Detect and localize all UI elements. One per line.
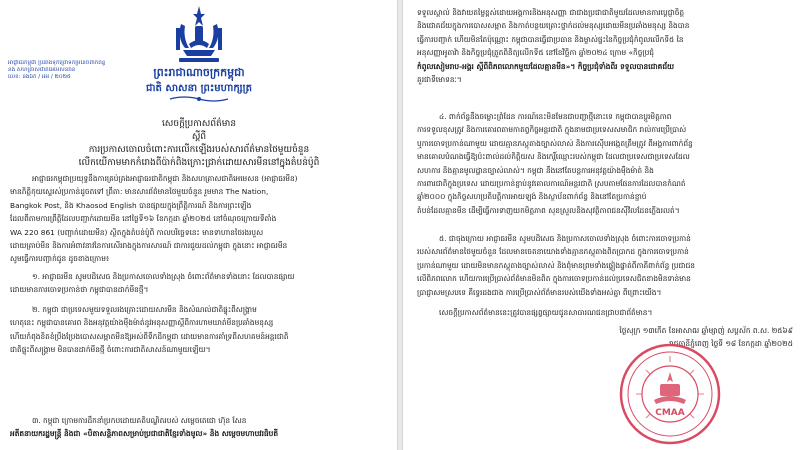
paragraph-line: សហការ និងគ្មានមូលដ្ឋានច្បាស់លាស់។ កម្ពុជា នឹងនៅតែបន្តការអនុវត្តយ៉ាងម៉ឺងម៉ាត់ និង bbox=[417, 165, 654, 175]
paragraph-line: មានភិត្តិកុយស្ទេរស់ប្រកាន់ដូចតទៅ ព្រឹតា: មានសារព័ត៌មានថៃមួយចំនួន រួមមាន The Nation, bbox=[10, 187, 269, 197]
lunar-date: ថ្ងៃសុក្រ ១៣កើត ខែអាសាឍ ឆ្នាំម្សាញ់ សប្តស័ក ព.ស. ២៥៦៩ bbox=[619, 326, 793, 335]
title-subject-line: លើកយើកាមមាកកំរោងពីប៉ាក់ពិងក្រោះជ្រាក់ដោយសារមីននៅក្នុងតំបន់ប៉ូពិ bbox=[78, 158, 320, 168]
paragraph-line: ១. អាជ្ញាធរមីន សូមបដិសេធ និងប្រកាសចោលទាំងស្រុង ចំពោះព័ត៌មានទាំងនោះ ដែលបានផ្សាយ bbox=[32, 272, 295, 281]
ornament-divider bbox=[168, 95, 230, 103]
paragraph-line: កំពូលសៀមរាប-អង្គរ ស្តីពីពិភពលោកមួយដែលគ្មានមីន»។ កិច្ចប្រជុំទាំងពីរ ទទួលបានជោគជ័យ bbox=[417, 61, 675, 71]
document-page-left bbox=[0, 0, 398, 450]
paragraph-line: ប្រកាន់ណាមួយ ដោយមិនមានភស្តុតាងច្បាស់លាស់ និងពុំមានព្រមទាំងផ្ទៀងផ្ទាត់ពីភាគីពាក់ព័ន្ធ ប្រជាជន bbox=[417, 260, 695, 270]
paragraph-closing bbox=[417, 306, 793, 319]
title-subject-line: ការប្រកាសចោលចំពោះការលើកឡើងរបស់សារព័ត៌មានថៃមួយចំនួន bbox=[88, 145, 310, 155]
paragraph-line: ដោយមានការចោទប្រកាន់ថា កម្ពុជាបានដាក់មីនថ្មី។ bbox=[10, 285, 149, 295]
paragraph-line: មានគោលបំណងធ្វើឱ្យប៉ះពាល់ដល់កិត្តិយស និងកេរ្តិ៍ឈ្មោះរបស់កម្ពុជា ដែលជាប្រទេសជាប្រទេសដែល bbox=[417, 152, 690, 162]
sender-block bbox=[8, 60, 128, 81]
title-subject-label: ស្តីពី bbox=[191, 132, 207, 142]
paragraph-point-3 bbox=[10, 414, 390, 441]
paragraph-point-3-continued bbox=[417, 6, 793, 86]
paragraph-line: ២. កម្ពុជា ជាប្រទេសមួយទទួលរងគ្រោះដោយសារមីន និងសំណល់ជាតិផ្ទុះពីសង្គ្រាម bbox=[32, 305, 257, 314]
paragraph-point-1 bbox=[10, 270, 390, 297]
paragraph-line: ដោយគ្រាប់មីន និងការអំពាវនាវនៃការសើររាងក្នុងការសារណ៍ ជាការជួយដល់កម្ពុជា ក្នុងនោះ អាជ្ញាធរមីន bbox=[10, 240, 288, 250]
paragraph-line: តំបន់ដែលគ្មានមីន ដើម្បីធ្វើការទាញយកមិត្តភាព សុខស្រួលនិងសុវត្ថិភាពជនស៊ីវិលដែនភ្លើងរលត់។ bbox=[417, 205, 680, 215]
paragraph-line: ៥. ជាចុងក្រោយ អាជ្ញាធរមីន សូមបដិសេធ និងប្រកាសចោលទាំងស្រុង ចំពោះការចោទប្រកាន់ bbox=[439, 234, 691, 243]
paragraph-line: ធ្វើការបញ្ជាក់ ហើយមិនតែប៉ុណ្ណោះ កម្ពុជាបានធ្វើជាប្រធាន និងម្ចាស់ផ្ទះនៃកិច្ចប្រជុំកំពូលលើកទី៥ នៃ bbox=[417, 34, 684, 44]
royal-emblem-icon bbox=[171, 4, 227, 64]
paragraph-line: សូមធ្វើការបញ្ជាក់ជូន ដូចខាងក្រោម៖ bbox=[10, 254, 110, 264]
sender-line: និង សហគ្រាសជាតិអេមេសនរាន bbox=[8, 67, 76, 73]
official-seal-icon bbox=[618, 342, 722, 446]
paragraph-line: ការពារជាតិក្នុងប្រទេស ដោយប្រកាន់ខ្ជាប់នូវគោលការណ៍អន្តរជាតិ ស្របតាមផែនការដែលបានកំណត់ bbox=[417, 178, 686, 188]
seal-label: CMAA bbox=[655, 408, 685, 418]
paragraph-line: ៤. ពាក់ព័ន្ធនឹងចម្លោះព្រំដែន ការណ៍នេះមិនមែនជាបញ្ហាថ្មីនោះទេ កម្ពុជាបានប្តូរមិត្តភាព bbox=[439, 112, 672, 121]
paragraph-line: សេចក្តីប្រកាសព័ត៌មាននេះត្រូវបានផ្សព្វផ្សាយជូនសាធារណជនជ្រាបជាព័ត៌មាន។ bbox=[439, 308, 653, 317]
paragraph-line: ដែលពីតាមការព្រឹត្តិដែលបញ្ជាក់ដោយមីន នៅថ្ងៃទី១៦ ខែកក្កដា ឆ្នាំ២០២៥ នៅចំណុចក្រោយទីតាំង bbox=[10, 214, 277, 224]
paragraph-line: អាជ្ញាធរកម្ពុជាប្រយុទ្ធនឹងការគ្រប់គ្រងអាជ្ញាធរជាតិកម្ពុជា និងសហគ្រាសជាតិអេមេសន (អាជ្ញាធរមីន) bbox=[32, 174, 298, 183]
paragraph-intro bbox=[10, 172, 390, 266]
paragraph-line: ជាតិផ្ទុះពីសង្គ្រាម មិនបានដាក់មីនថ្មី ចំពោះការជាតិសាសន៍ណាមួយឡើយ។ bbox=[10, 345, 211, 355]
paragraph-line: ហេតុនេះ កម្ពុជាបានគោរព និងអនុវត្តយ៉ាងម៉ឺងម៉ាត់នូវអនុសញ្ញាស្តីពីការហាមឃាត់មីនប្រឆាំងមនុស្ស bbox=[10, 318, 274, 328]
paragraph-line: ឬការចោទប្រកាន់ណាមួយ ដោយគ្មានភស្តុតាងច្បាស់លាស់ និងការស៊ើបអង្កេតត្រឹមត្រូវ ពីអង្គការពាក់ព័ន្ធ bbox=[417, 138, 693, 148]
paragraph-line: ទទួលស្គាល់ និងវាយតម្លៃខ្ពស់ដោយអង្គការនិងអនុសញ្ញា ជាជាងប្រជាជាតិមួយដែលមានការប្តេជ្ញាចិត្ត bbox=[417, 8, 685, 17]
place-and-date: រាជធានីភ្នំពេញ ថ្ងៃទី ១៨ ខែកក្កដា ឆ្នាំ២០២៥ bbox=[669, 339, 793, 349]
document-page-right bbox=[402, 0, 800, 450]
paragraph-point-4 bbox=[417, 110, 793, 217]
kingdom-heading: ព្រះរាជាណាចក្រកម្ពុជា bbox=[153, 66, 245, 79]
paragraph-line: ប្រាជ្ញាសមស្របទេ គឺទ្វេរដងជាង ការប្រើប្រាស់ព័ត៌មានរបស់យើងទាំងអស់គ្នា ពីព្រោះយើង។ bbox=[417, 287, 662, 297]
national-motto: ជាតិ សាសនា ព្រះមហាក្សត្រ bbox=[146, 83, 252, 94]
paragraph-line: អតីតនាយករដ្ឋមន្ត្រី និងជា «បិតាសន្តិភាពសម្រាប់ប្រជាជាតិខ្មែរទាំងមូល» និង សម្តេចមហាបវរធិបតី bbox=[10, 429, 279, 439]
paragraph-line: អនុសញ្ញាអូតាវ៉ា និងកិច្ចប្រជុំត្រួតពិនិត្យលើកទី៥ នៅខែវិច្ឆិកា ឆ្នាំ២០២៤ ក្រោម «កិច្ចប្រជុំ bbox=[417, 48, 654, 58]
sender-line: អាជ្ញាធរកម្ពុជា ប្រឆាំងទុកព្រោទកម្រំនៃចំពាក់ព័ន្ធ bbox=[8, 60, 106, 66]
paragraph-line: និងជោគជ័យក្នុងការបោសសម្អាត និងកាត់បន្ថយគ្រោះថ្នាក់ដល់មនុស្សដោយមីនប្រឆាំងមនុស្ស និងបាន bbox=[417, 21, 690, 31]
paragraph-point-2 bbox=[10, 303, 390, 357]
paragraph-line: Bangkok Post, និង Khaosod English បានផ្សាយក្នុងព្រឹត្តិការណ៍ និងការព្រះឡើង bbox=[10, 200, 252, 210]
paragraph-line: WA 220 861 (បញ្ជាក់ដោយមីន) ស្ថិតក្នុងតំបន់ប៉ូពិ កាលបរិច្ឆេទនេះ មានទាហានថៃរងរបួស bbox=[10, 227, 264, 237]
paragraph-point-5 bbox=[417, 232, 793, 299]
paragraph-line: ៣. កម្ពុជា ក្រោមការដឹកនាំប្រកបដោយគតិបណ្ឌិតរបស់ សម្តេចតេជោ ហ៊ុន សែន bbox=[32, 416, 247, 425]
paragraph-line: ឆ្នាំ២០០០ ក្នុងកិច្ចសហប្រតិបត្តិការអាយឡង់ និងស្ថាប័នពាក់ព័ន្ធ និងនៅតែប្រកាន់ខ្ជាប់ bbox=[417, 192, 647, 202]
paragraph-line: គួរជាទីមោទនៈ។ bbox=[417, 74, 462, 84]
paragraph-line: របស់សារព័ត៌មានថៃមួយចំនួន ដែលមានចេតនាយោងទាំងគ្មានភស្តុតាងពិតប្រាកដ ក្នុងការចោទប្រកាន់ bbox=[417, 247, 689, 257]
paragraph-line: ហើយកំពុងខិតខំប្រឹងប្រែងបោសសម្អាតមីនឱ្យអស់ពីទឹកដីកម្ពុជា ដោយមានការគាំទ្រពីសហគមន៍អន្តរជាតិ bbox=[10, 331, 289, 341]
paragraph-line: ការទទួលខុសត្រូវ និងការគោរពតាមកាតព្វកិច្ចអន្តរជាតិ ក្នុងនាមជាប្រទេសសមាជិក រាល់ការប្រើប្រាស់ bbox=[417, 125, 687, 135]
paragraph-line: លើពិភពលោក ហើយការប្រើប្រាស់ព័ត៌មានមិនពិត ក្នុងការចោទប្រកាន់ដល់ប្រទេសជិតខាងមិនទាន់មាន bbox=[417, 274, 691, 284]
document-title: សេចក្តីប្រកាសព័ត៌មាន bbox=[161, 119, 237, 129]
reference-number: លេខ: និងឯក / អអ / ២០២៥ bbox=[8, 74, 71, 80]
